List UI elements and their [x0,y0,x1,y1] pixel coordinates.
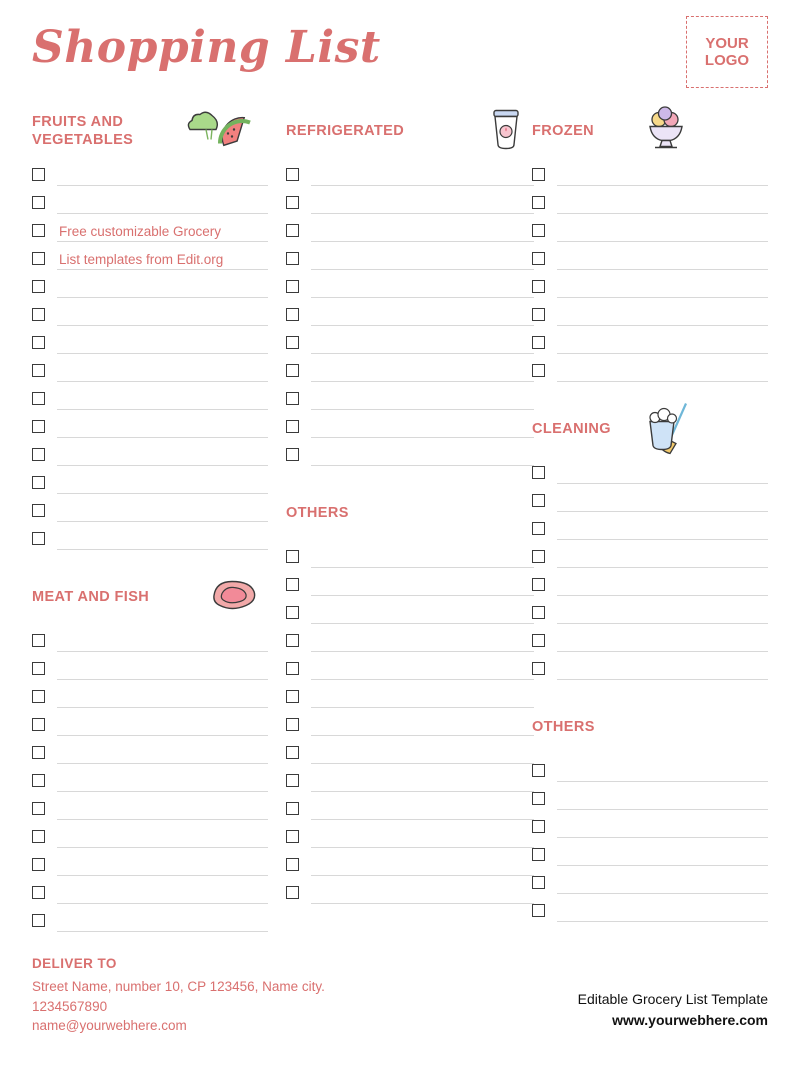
list-item[interactable] [286,438,534,466]
list-item[interactable] [32,494,268,522]
list-item[interactable] [286,270,534,298]
checkbox[interactable] [32,858,45,871]
checkbox[interactable] [32,252,45,265]
write-line[interactable] [311,856,534,876]
checkbox[interactable] [532,848,545,861]
list-item[interactable] [32,326,268,354]
list-item[interactable] [286,764,534,792]
list-item[interactable] [532,568,768,596]
checklist-rows [32,624,268,932]
write-line[interactable] [557,902,768,922]
list-item[interactable] [532,354,768,382]
checkbox[interactable] [32,662,45,675]
list-item[interactable] [32,708,268,736]
write-line[interactable] [557,464,768,484]
list-item[interactable] [32,680,268,708]
list-item[interactable] [32,792,268,820]
checkbox[interactable] [286,364,299,377]
checkbox[interactable] [286,830,299,843]
list-item[interactable] [32,410,268,438]
list-item[interactable] [32,624,268,652]
list-item[interactable] [532,782,768,810]
write-line[interactable] [311,744,534,764]
list-item[interactable] [32,848,268,876]
checkbox[interactable] [32,420,45,433]
section-header [32,110,268,152]
write-line[interactable] [557,306,768,326]
checkbox[interactable] [532,550,545,563]
checkbox[interactable] [532,522,545,535]
note-text: Free customizable Grocery [59,224,222,239]
checklist-rows [286,158,534,466]
checkbox[interactable] [286,774,299,787]
list-item[interactable] [532,810,768,838]
checkbox[interactable] [286,746,299,759]
checkbox[interactable] [32,504,45,517]
deliver-phone: 1234567890 [32,998,108,1014]
section-others-right [532,706,768,922]
checkbox[interactable] [532,196,545,209]
write-line[interactable] [57,278,268,298]
checkbox[interactable] [32,914,45,927]
logo-placeholder[interactable] [686,16,768,88]
section-others-middle [286,492,534,904]
list-item[interactable] [286,820,534,848]
list-item[interactable] [286,410,534,438]
checkbox[interactable] [532,634,545,647]
section-title: CLEANING [532,420,611,437]
list-item[interactable] [286,326,534,354]
checkbox[interactable] [32,802,45,815]
list-item[interactable] [286,708,534,736]
list-item[interactable] [286,242,534,270]
write-line[interactable] [57,166,268,186]
checklist-rows [532,754,768,922]
list-item[interactable] [532,754,768,782]
checkbox[interactable] [32,448,45,461]
list-item[interactable] [286,158,534,186]
list-item[interactable] [32,652,268,680]
checkbox[interactable] [32,392,45,405]
checkbox[interactable] [32,746,45,759]
checkbox[interactable] [32,774,45,787]
checkbox[interactable] [532,792,545,805]
list-item[interactable] [32,820,268,848]
checkbox[interactable] [532,904,545,917]
write-line[interactable] [57,362,268,382]
list-item[interactable] [32,158,268,186]
checkbox[interactable] [286,196,299,209]
write-line[interactable] [57,390,268,410]
column-middle [286,110,534,904]
write-line[interactable] [311,418,534,438]
section-header [532,706,768,748]
checkbox[interactable] [32,830,45,843]
checkbox[interactable] [286,448,299,461]
write-line[interactable] [57,334,268,354]
write-line[interactable] [311,828,534,848]
write-line[interactable] [311,334,534,354]
checkbox[interactable] [32,224,45,237]
list-item[interactable] [32,270,268,298]
section-meat-and-fish [32,576,268,932]
write-line[interactable] [57,856,268,876]
section-title: REFRIGERATED [286,122,405,139]
write-line[interactable] [57,474,268,494]
write-line[interactable] [311,278,534,298]
list-item[interactable] [32,522,268,550]
write-line[interactable] [557,194,768,214]
write-line[interactable] [557,520,768,540]
list-item[interactable] [532,242,768,270]
list-item[interactable] [32,904,268,932]
write-line[interactable] [311,362,534,382]
list-item[interactable] [286,876,534,904]
list-item[interactable] [286,624,534,652]
checkbox[interactable] [286,802,299,815]
write-line[interactable] [57,912,268,932]
checklist-rows [532,456,768,680]
list-item[interactable] [286,596,534,624]
write-line[interactable] [57,502,268,522]
section-header [532,408,768,450]
list-item[interactable] [286,792,534,820]
write-line[interactable] [57,632,268,652]
list-item[interactable] [286,680,534,708]
list-item[interactable] [32,438,268,466]
list-item[interactable] [532,484,768,512]
checkbox[interactable] [32,532,45,545]
write-line[interactable] [57,530,268,550]
checklist-rows [286,540,534,904]
list-item[interactable] [532,540,768,568]
write-line[interactable] [311,446,534,466]
checkbox[interactable] [532,252,545,265]
checkbox[interactable] [286,168,299,181]
write-line[interactable] [311,604,534,624]
write-line[interactable] [311,716,534,736]
section-cleaning [532,408,768,680]
list-item[interactable] [286,652,534,680]
section-title: FRUITS AND VEGETABLES [32,113,134,148]
section-title: MEAT AND FISH [32,588,150,605]
list-item[interactable] [32,876,268,904]
write-line[interactable] [57,418,268,438]
write-line[interactable] [557,250,768,270]
checkbox[interactable] [286,578,299,591]
deliver-email: name@yourwebhere.com [32,1018,187,1034]
list-item[interactable] [532,652,768,680]
list-item[interactable] [32,214,268,242]
write-line[interactable] [311,194,534,214]
column-right [532,110,768,922]
bucket-broom-icon [642,398,708,461]
write-line[interactable] [57,772,268,792]
list-item[interactable] [32,466,268,494]
list-item[interactable] [532,838,768,866]
checkbox[interactable] [532,606,545,619]
write-line[interactable] [311,688,534,708]
broccoli-watermelon-icon [182,106,262,157]
checkbox[interactable] [286,308,299,321]
checkbox[interactable] [286,550,299,563]
checkbox[interactable] [286,634,299,647]
checkbox[interactable] [32,336,45,349]
section-frozen [532,110,768,382]
template-name: Editable Grocery List Template [577,990,768,1007]
checkbox[interactable] [286,252,299,265]
list-item[interactable] [532,596,768,624]
website-url: www.yourwebhere.com [612,1012,768,1029]
list-item[interactable] [286,298,534,326]
section-header [32,576,268,618]
write-line[interactable] [311,800,534,820]
write-line[interactable] [311,222,534,242]
section-refrigerated [286,110,534,466]
list-item[interactable] [286,848,534,876]
write-line[interactable] [57,800,268,820]
section-fruits-and-vegetables [32,110,268,550]
checkbox[interactable] [32,280,45,293]
write-line[interactable] [311,660,534,680]
deliver-to-block [32,956,452,1036]
write-line[interactable] [557,492,768,512]
checkbox[interactable] [532,820,545,833]
checkbox[interactable] [532,308,545,321]
list-item[interactable] [532,326,768,354]
section-header [286,110,534,152]
steak-icon [206,576,262,619]
checkbox[interactable] [32,634,45,647]
list-item[interactable] [532,624,768,652]
write-line[interactable] [57,222,268,242]
list-item[interactable] [286,186,534,214]
list-item[interactable] [532,512,768,540]
write-line[interactable] [557,604,768,624]
checklist-rows [32,158,268,550]
write-line[interactable] [557,222,768,242]
checkbox[interactable] [286,336,299,349]
checkbox[interactable] [32,168,45,181]
write-line[interactable] [557,548,768,568]
write-line[interactable] [311,884,534,904]
section-title: OTHERS [286,504,349,521]
checkbox[interactable] [532,578,545,591]
checkbox[interactable] [286,392,299,405]
list-item[interactable] [286,736,534,764]
write-line[interactable] [57,250,268,270]
list-item[interactable] [32,242,268,270]
logo-line-2: LOGO [704,52,750,69]
checkbox[interactable] [32,308,45,321]
write-line[interactable] [557,362,768,382]
checkbox[interactable] [286,606,299,619]
list-item[interactable] [32,298,268,326]
section-title: FROZEN [532,122,595,139]
write-line[interactable] [311,390,534,410]
checkbox[interactable] [532,494,545,507]
write-line[interactable] [557,818,768,838]
write-line[interactable] [557,632,768,652]
checkbox[interactable] [286,280,299,293]
write-line[interactable] [57,194,268,214]
list-item[interactable] [32,382,268,410]
list-item[interactable] [286,354,534,382]
page-title: Shopping List [32,22,381,73]
write-line[interactable] [57,688,268,708]
list-item[interactable] [532,214,768,242]
column-left [32,110,268,932]
checkbox[interactable] [32,476,45,489]
list-item[interactable] [32,736,268,764]
write-line[interactable] [57,660,268,680]
list-item[interactable] [286,214,534,242]
list-item[interactable] [286,540,534,568]
write-line[interactable] [57,884,268,904]
list-item[interactable] [532,894,768,922]
checkbox[interactable] [532,364,545,377]
write-line[interactable] [311,250,534,270]
checkbox[interactable] [532,876,545,889]
write-line[interactable] [311,166,534,186]
logo-line-1: YOUR [705,34,749,52]
ice-cream-bowl-icon [642,104,690,159]
write-line[interactable] [57,306,268,326]
footer-right-block [578,989,768,1032]
checkbox[interactable] [286,858,299,871]
list-item[interactable] [532,270,768,298]
deliver-to-label: DELIVER TO [32,956,117,972]
checkbox[interactable] [532,224,545,237]
checkbox[interactable] [286,224,299,237]
write-line[interactable] [311,306,534,326]
write-line[interactable] [557,334,768,354]
write-line[interactable] [311,548,534,568]
section-header [532,110,768,152]
write-line[interactable] [557,576,768,596]
checkbox[interactable] [32,886,45,899]
checklist-rows [532,158,768,382]
write-line[interactable] [311,772,534,792]
checkbox[interactable] [286,690,299,703]
list-item[interactable] [532,186,768,214]
checkbox[interactable] [32,364,45,377]
write-line[interactable] [557,790,768,810]
write-line[interactable] [311,632,534,652]
write-line[interactable] [311,576,534,596]
checkbox[interactable] [532,662,545,675]
write-line[interactable] [57,828,268,848]
write-line[interactable] [557,660,768,680]
section-header [286,492,534,534]
yogurt-cup-icon [484,105,528,158]
checkbox[interactable] [532,466,545,479]
list-item[interactable] [32,354,268,382]
checkbox[interactable] [32,690,45,703]
checkbox[interactable] [286,662,299,675]
list-item[interactable] [532,298,768,326]
list-item[interactable] [286,382,534,410]
deliver-address: Street Name, number 10, CP 123456, Name city. [32,979,325,995]
checkbox[interactable] [532,336,545,349]
checkbox[interactable] [286,420,299,433]
write-line[interactable] [57,744,268,764]
list-item[interactable] [532,866,768,894]
checkbox[interactable] [32,196,45,209]
checkbox[interactable] [532,168,545,181]
checkbox[interactable] [286,718,299,731]
note-text: List templates from Edit.org [59,252,224,267]
list-item[interactable] [32,186,268,214]
list-item[interactable] [286,568,534,596]
write-line[interactable] [557,874,768,894]
write-line[interactable] [57,716,268,736]
checkbox[interactable] [32,718,45,731]
list-item[interactable] [32,764,268,792]
list-item[interactable] [532,158,768,186]
write-line[interactable] [557,762,768,782]
write-line[interactable] [557,846,768,866]
write-line[interactable] [57,446,268,466]
write-line[interactable] [557,166,768,186]
write-line[interactable] [557,278,768,298]
checkbox[interactable] [532,280,545,293]
checkbox[interactable] [286,886,299,899]
section-title: OTHERS [532,718,595,735]
checkbox[interactable] [532,764,545,777]
